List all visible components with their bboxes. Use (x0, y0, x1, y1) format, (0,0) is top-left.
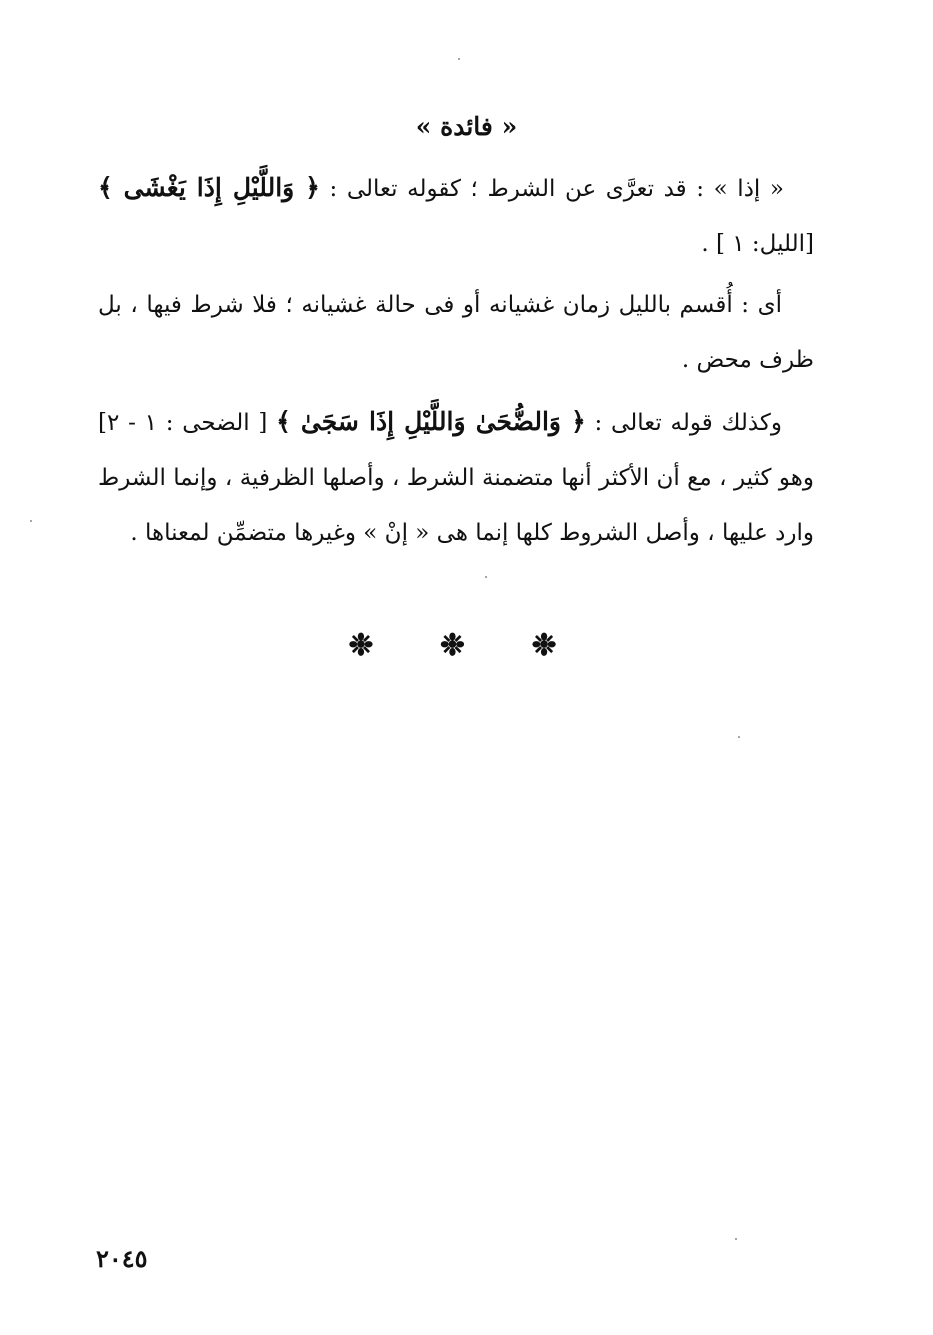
section-separator: ❉ ❉ ❉ (348, 628, 585, 663)
paragraph-1-before: « إذا » : قد تعرَّى عن الشرط ؛ كقوله تعالى : (319, 176, 784, 202)
body-text (98, 160, 814, 567)
paragraph-1 (98, 160, 814, 272)
quran-verse-2: ﴿ وَالضُّحَىٰ وَاللَّيْلِ إِذَا سَجَىٰ ﴾ (276, 407, 586, 436)
paragraph-2 (98, 278, 814, 388)
quran-verse-1: ﴿ وَاللَّيْلِ إِذَا يَغْشَى ﴾ (98, 173, 320, 202)
scan-speck (30, 520, 32, 522)
paragraph-1-after: [الليل: ١ ] . (701, 231, 814, 257)
page-number: ٢٠٤٥ (96, 1244, 148, 1273)
paragraph-3-after: [ الضحى : ١ - ٢] وهو كثير ، مع أن الأكثر أنها متضمنة الشرط ، وأصلها الظرفية ، وإنما الشرط وارد عليها ، وأصل الشروط كلها إنما هى « إنْ » وغيرها متضمِّن لمعناها . (98, 410, 814, 546)
scan-speck (485, 576, 487, 578)
scan-speck (735, 1238, 737, 1240)
scan-speck (458, 58, 460, 60)
paragraph-3-before: وكذلك قوله تعالى : (585, 410, 782, 436)
paragraph-2-text: أى : أُقسم بالليل زمان غشيانه أو فى حالة غشيانه ؛ فلا شرط فيها ، بل ظرف محض . (98, 292, 814, 373)
scan-speck (738, 736, 740, 738)
paragraph-3 (98, 394, 814, 561)
section-heading: « فائدة » (415, 112, 518, 141)
